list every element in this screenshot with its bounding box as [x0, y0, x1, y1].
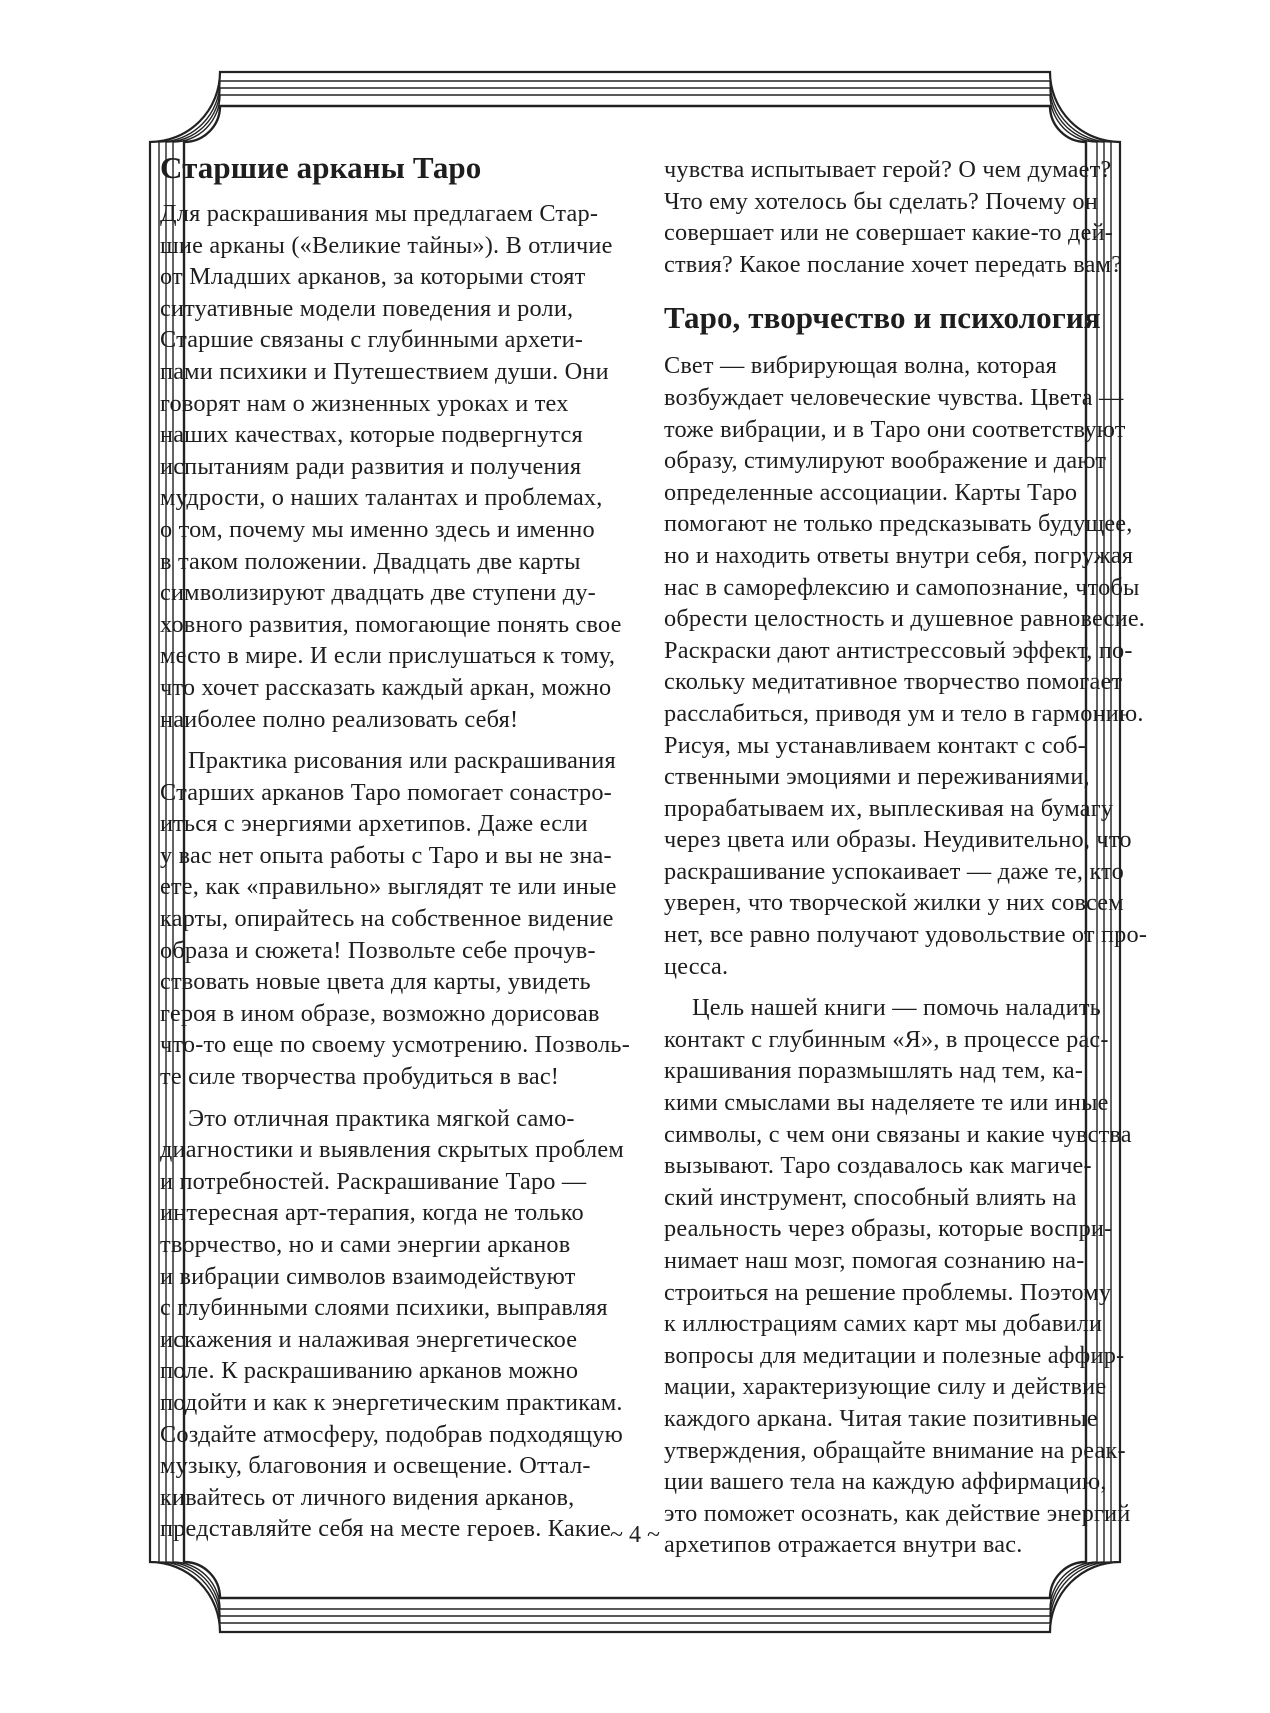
text-line: вопросы для медитации и полезные аффир- [664, 1341, 1125, 1369]
text-line: искажения и налаживая энергетическое [160, 1325, 578, 1353]
text-line: что хочет рассказать каждый аркан, можно [160, 673, 612, 701]
text-line: представляйте себя на месте героев. Какие [160, 1515, 612, 1543]
text-line: испытаниям ради развития и получения [160, 452, 582, 480]
text-line: у вас нет опыта работы с Таро и вы не зна- [160, 841, 612, 869]
text-line: ции вашего тела на каждую аффирмацию, [664, 1468, 1107, 1496]
text-line: скольку медитативное творчество помогает [664, 668, 1123, 696]
text-line: через цвета или образы. Неудивительно, что [664, 826, 1132, 854]
text-line: прорабатываем их, выплескивая на бумагу [664, 794, 1114, 822]
text-line: реальность через образы, которые воспри- [664, 1215, 1113, 1243]
text-line: и вибрации символов взаимодействуют [160, 1262, 576, 1290]
text-line: поле. К раскрашиванию арканов можно [160, 1357, 579, 1385]
text-line: Рисуя, мы устанавливаем контакт с соб- [664, 731, 1086, 759]
text-line: определенные ассоциации. Карты Таро [664, 478, 1078, 506]
page-number: ~ 4 ~ [610, 1522, 660, 1548]
text-line: чувства испытывает герой? О чем думает? [664, 156, 1112, 183]
text-line: и потребностей. Раскрашивание Таро — [160, 1167, 587, 1195]
text-line: образу, стимулируют воображение и дают [664, 447, 1107, 475]
text-line: Что ему хотелось бы сделать? Почему он [664, 187, 1098, 215]
text-line: совершает или не совершает какие-то дей- [664, 219, 1114, 247]
text-line: подойти и как к энергетическим практикам. [160, 1388, 623, 1416]
paragraph [160, 1103, 632, 1545]
text-line: героя в ином образе, возможно дорисовав [160, 999, 600, 1027]
text-line: архетипов отражается внутри вас. [664, 1531, 1023, 1559]
text-line: ствия? Какое послание хочет передать вам? [664, 250, 1123, 278]
text-line: в таком положении. Двадцать две карты [160, 547, 581, 575]
text-line: наших качествах, которые подвергнутся [160, 421, 583, 449]
text-line: от Младших арканов, за которыми стоят [160, 263, 586, 291]
text-line: кивайтесь от личного видения арканов, [160, 1483, 575, 1511]
text-line: Практика рисования или раскрашивания [188, 747, 616, 775]
text-line: обрести целостность и душевное равновесие. [664, 605, 1146, 633]
text-line: интересная арт-терапия, когда не только [160, 1199, 584, 1227]
text-line: нимает наш мозг, помогая сознанию на- [664, 1247, 1085, 1274]
section-heading-tarot-psychology: Таро, творчество и психология [664, 300, 1101, 336]
text-line: Создайте атмосферу, подобрав подходящую [160, 1420, 623, 1448]
right-column-continuation [664, 154, 1136, 280]
text-line: говорят нам о жизненных уроках и тех [160, 389, 569, 417]
text-line: ете, как «правильно» выглядят те или иные [160, 873, 617, 901]
paragraph [160, 745, 632, 1093]
text-line: помогают не только предсказывать будущее, [664, 510, 1133, 538]
paragraph [664, 350, 1148, 982]
text-line: ховного развития, помогающие понять свое [160, 610, 622, 638]
text-line: уверен, что творческой жилки у них совсем [664, 889, 1124, 917]
right-column-body [664, 350, 1148, 1561]
text-line: утверждения, обращайте внимание на реак- [664, 1436, 1126, 1464]
text-line: творчество, но и сами энергии арканов [160, 1231, 571, 1258]
text-line: крашивания поразмышлять над тем, ка- [664, 1057, 1084, 1085]
text-line: шие арканы («Великие тайны»). В отличие [160, 231, 613, 259]
text-line: вызывают. Таро создавалось как магиче- [664, 1152, 1092, 1180]
text-line: иться с энергиями архетипов. Даже если [160, 810, 588, 838]
text-line: кими смыслами вы наделяете те или иные [664, 1089, 1109, 1117]
text-line: цесса. [664, 952, 729, 980]
text-line: диагностики и выявления скрытых проблем [160, 1136, 624, 1164]
left-column-body [160, 198, 632, 1545]
text-line: тоже вибрации, и в Таро они соответствуют [664, 415, 1126, 443]
text-line: мации, характеризующие силу и действие [664, 1373, 1107, 1401]
text-line: Свет — вибрирующая волна, которая [664, 352, 1057, 380]
paragraph [160, 198, 632, 735]
right-column [664, 154, 1148, 1571]
paragraph [664, 154, 1136, 280]
text-line: возбуждает человеческие чувства. Цвета — [664, 383, 1124, 411]
text-line: ситуативные модели поведения и роли, [160, 294, 574, 322]
text-line: о том, почему мы именно здесь и именно [160, 515, 595, 543]
text-line: ственными эмоциями и переживаниями, [664, 763, 1090, 791]
text-line: нет, все равно получают удовольствие от про- [664, 921, 1148, 949]
text-line: строиться на решение проблемы. Поэтому [664, 1278, 1112, 1306]
text-line: образа и сюжета! Позвольте себе прочув- [160, 936, 596, 964]
text-line: пами психики и Путешествием души. Они [160, 357, 609, 385]
text-line: контакт с глубинным «Я», в процессе рас- [664, 1025, 1109, 1053]
text-line: место в мире. И если прислушаться к тому, [160, 642, 616, 670]
text-line: ский инструмент, способный влиять на [664, 1183, 1077, 1211]
text-line: карты, опирайтесь на собственное видение [160, 905, 614, 933]
left-column [160, 148, 632, 1555]
text-line: каждого аркана. Читая такие позитивные [664, 1404, 1098, 1432]
text-line: нас в саморефлексию и самопознание, чтобы [664, 573, 1140, 601]
text-line: Цель нашей книги — помочь наладить [692, 994, 1101, 1022]
text-line: но и находить ответы внутри себя, погружая [664, 541, 1134, 569]
text-line: мудрости, о наших талантах и проблемах, [160, 484, 603, 512]
text-line: это поможет осознать, как действие энергий [664, 1499, 1131, 1527]
text-line: символизируют двадцать две ступени ду- [160, 579, 596, 607]
text-line: что-то еще по своему усмотрению. Позволь- [160, 1031, 630, 1059]
text-line: с глубинными слоями психики, выправляя [160, 1294, 608, 1322]
text-line: музыку, благовония и освещение. Оттал- [160, 1452, 591, 1480]
text-line: Это отличная практика мягкой само- [188, 1104, 575, 1132]
section-heading-major-arcana: Старшие арканы Таро [160, 150, 482, 185]
text-line: те силе творчества пробудиться в вас! [160, 1063, 560, 1091]
text-line: Старшие связаны с глубинными архети- [160, 326, 584, 354]
paragraph [664, 992, 1136, 1561]
text-line: раскрашивание успокаивает — даже те, кто [664, 857, 1125, 885]
text-line: Для раскрашивания мы предлагаем Стар- [160, 200, 599, 227]
text-line: ствовать новые цвета для карты, увидеть [160, 968, 591, 996]
text-line: Раскраски дают антистрессовый эффект, по- [664, 636, 1133, 664]
text-line: символы, с чем они связаны и какие чувства [664, 1120, 1132, 1148]
text-line: Старших арканов Таро помогает сонастро- [160, 778, 612, 806]
text-line: расслабиться, приводя ум и тело в гармонию. [664, 699, 1144, 727]
text-line: к иллюстрациям самих карт мы добавили [664, 1310, 1103, 1338]
text-line: наиболее полно реализовать себя! [160, 705, 519, 733]
